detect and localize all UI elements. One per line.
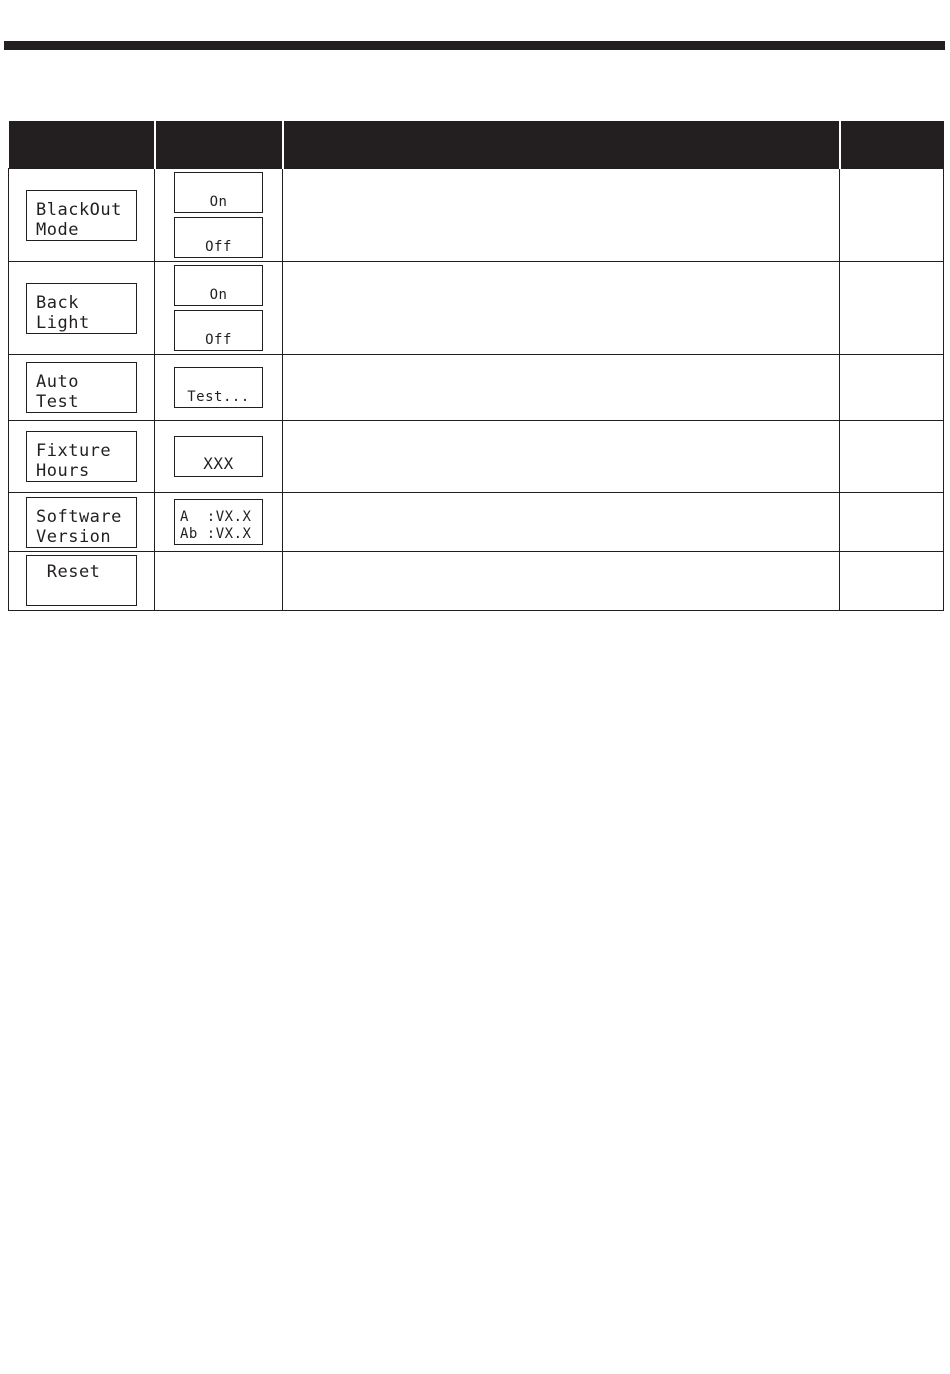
table-row	[9, 355, 944, 421]
header-cell-description	[283, 121, 840, 169]
table-row	[9, 552, 944, 611]
lcd-line: Auto	[36, 372, 79, 392]
extra-cell	[840, 262, 944, 355]
menu-table	[8, 121, 944, 611]
header-cell-extra	[840, 121, 944, 169]
lcd-line: BlackOut	[36, 199, 122, 220]
extra-cell	[840, 421, 944, 493]
description-cell	[283, 552, 840, 611]
lcd-menu-software-version	[26, 497, 137, 548]
table-row	[9, 262, 944, 355]
extra-cell	[840, 552, 944, 611]
description-cell	[283, 262, 840, 355]
header-cell-options	[155, 121, 283, 169]
description-cell	[283, 421, 840, 493]
options-cell	[155, 262, 283, 355]
lcd-line: Reset	[36, 562, 101, 582]
header-rule	[4, 41, 945, 50]
lcd-menu-back-light	[26, 283, 137, 334]
lcd-menu-auto-test	[26, 362, 137, 413]
lcd-line: Test	[36, 392, 79, 412]
options-cell	[155, 421, 283, 493]
menu-cell	[9, 262, 155, 355]
lcd-option-on: On	[174, 172, 263, 213]
options-cell	[155, 552, 283, 611]
lcd-menu-reset	[26, 555, 137, 606]
table-header-row	[9, 121, 944, 169]
description-cell	[283, 169, 840, 262]
menu-cell	[9, 421, 155, 493]
lcd-version-readout	[174, 499, 263, 545]
lcd-line: Fixture	[36, 441, 112, 461]
lcd-option-hours: XXX	[174, 436, 263, 477]
options-cell	[155, 355, 283, 421]
lcd-option-test: Test...	[174, 367, 263, 408]
menu-cell	[9, 493, 155, 552]
menu-cell	[9, 169, 155, 262]
table-row	[9, 169, 944, 262]
lcd-version-line: Ab :VX.X	[180, 526, 252, 542]
extra-cell	[840, 355, 944, 421]
lcd-line: Mode	[36, 219, 79, 240]
lcd-line: Version	[36, 526, 112, 547]
lcd-line: Hours	[36, 461, 90, 481]
description-cell	[283, 355, 840, 421]
extra-cell	[840, 493, 944, 552]
lcd-option-off: Off	[174, 310, 263, 351]
menu-cell	[9, 355, 155, 421]
header-cell-menu	[9, 121, 155, 169]
options-cell	[155, 169, 283, 262]
extra-cell	[840, 169, 944, 262]
table-row	[9, 421, 944, 493]
table-row	[9, 493, 944, 552]
lcd-menu-fixture-hours	[26, 431, 137, 482]
lcd-line: Light	[36, 312, 90, 333]
lcd-option-on: On	[174, 265, 263, 306]
lcd-version-line: A :VX.X	[180, 509, 252, 525]
menu-cell	[9, 552, 155, 611]
lcd-line: Software	[36, 506, 122, 527]
lcd-menu-blackout-mode	[26, 190, 137, 241]
lcd-line: Back	[36, 292, 79, 313]
options-cell	[155, 493, 283, 552]
description-cell	[283, 493, 840, 552]
lcd-option-off: Off	[174, 217, 263, 258]
